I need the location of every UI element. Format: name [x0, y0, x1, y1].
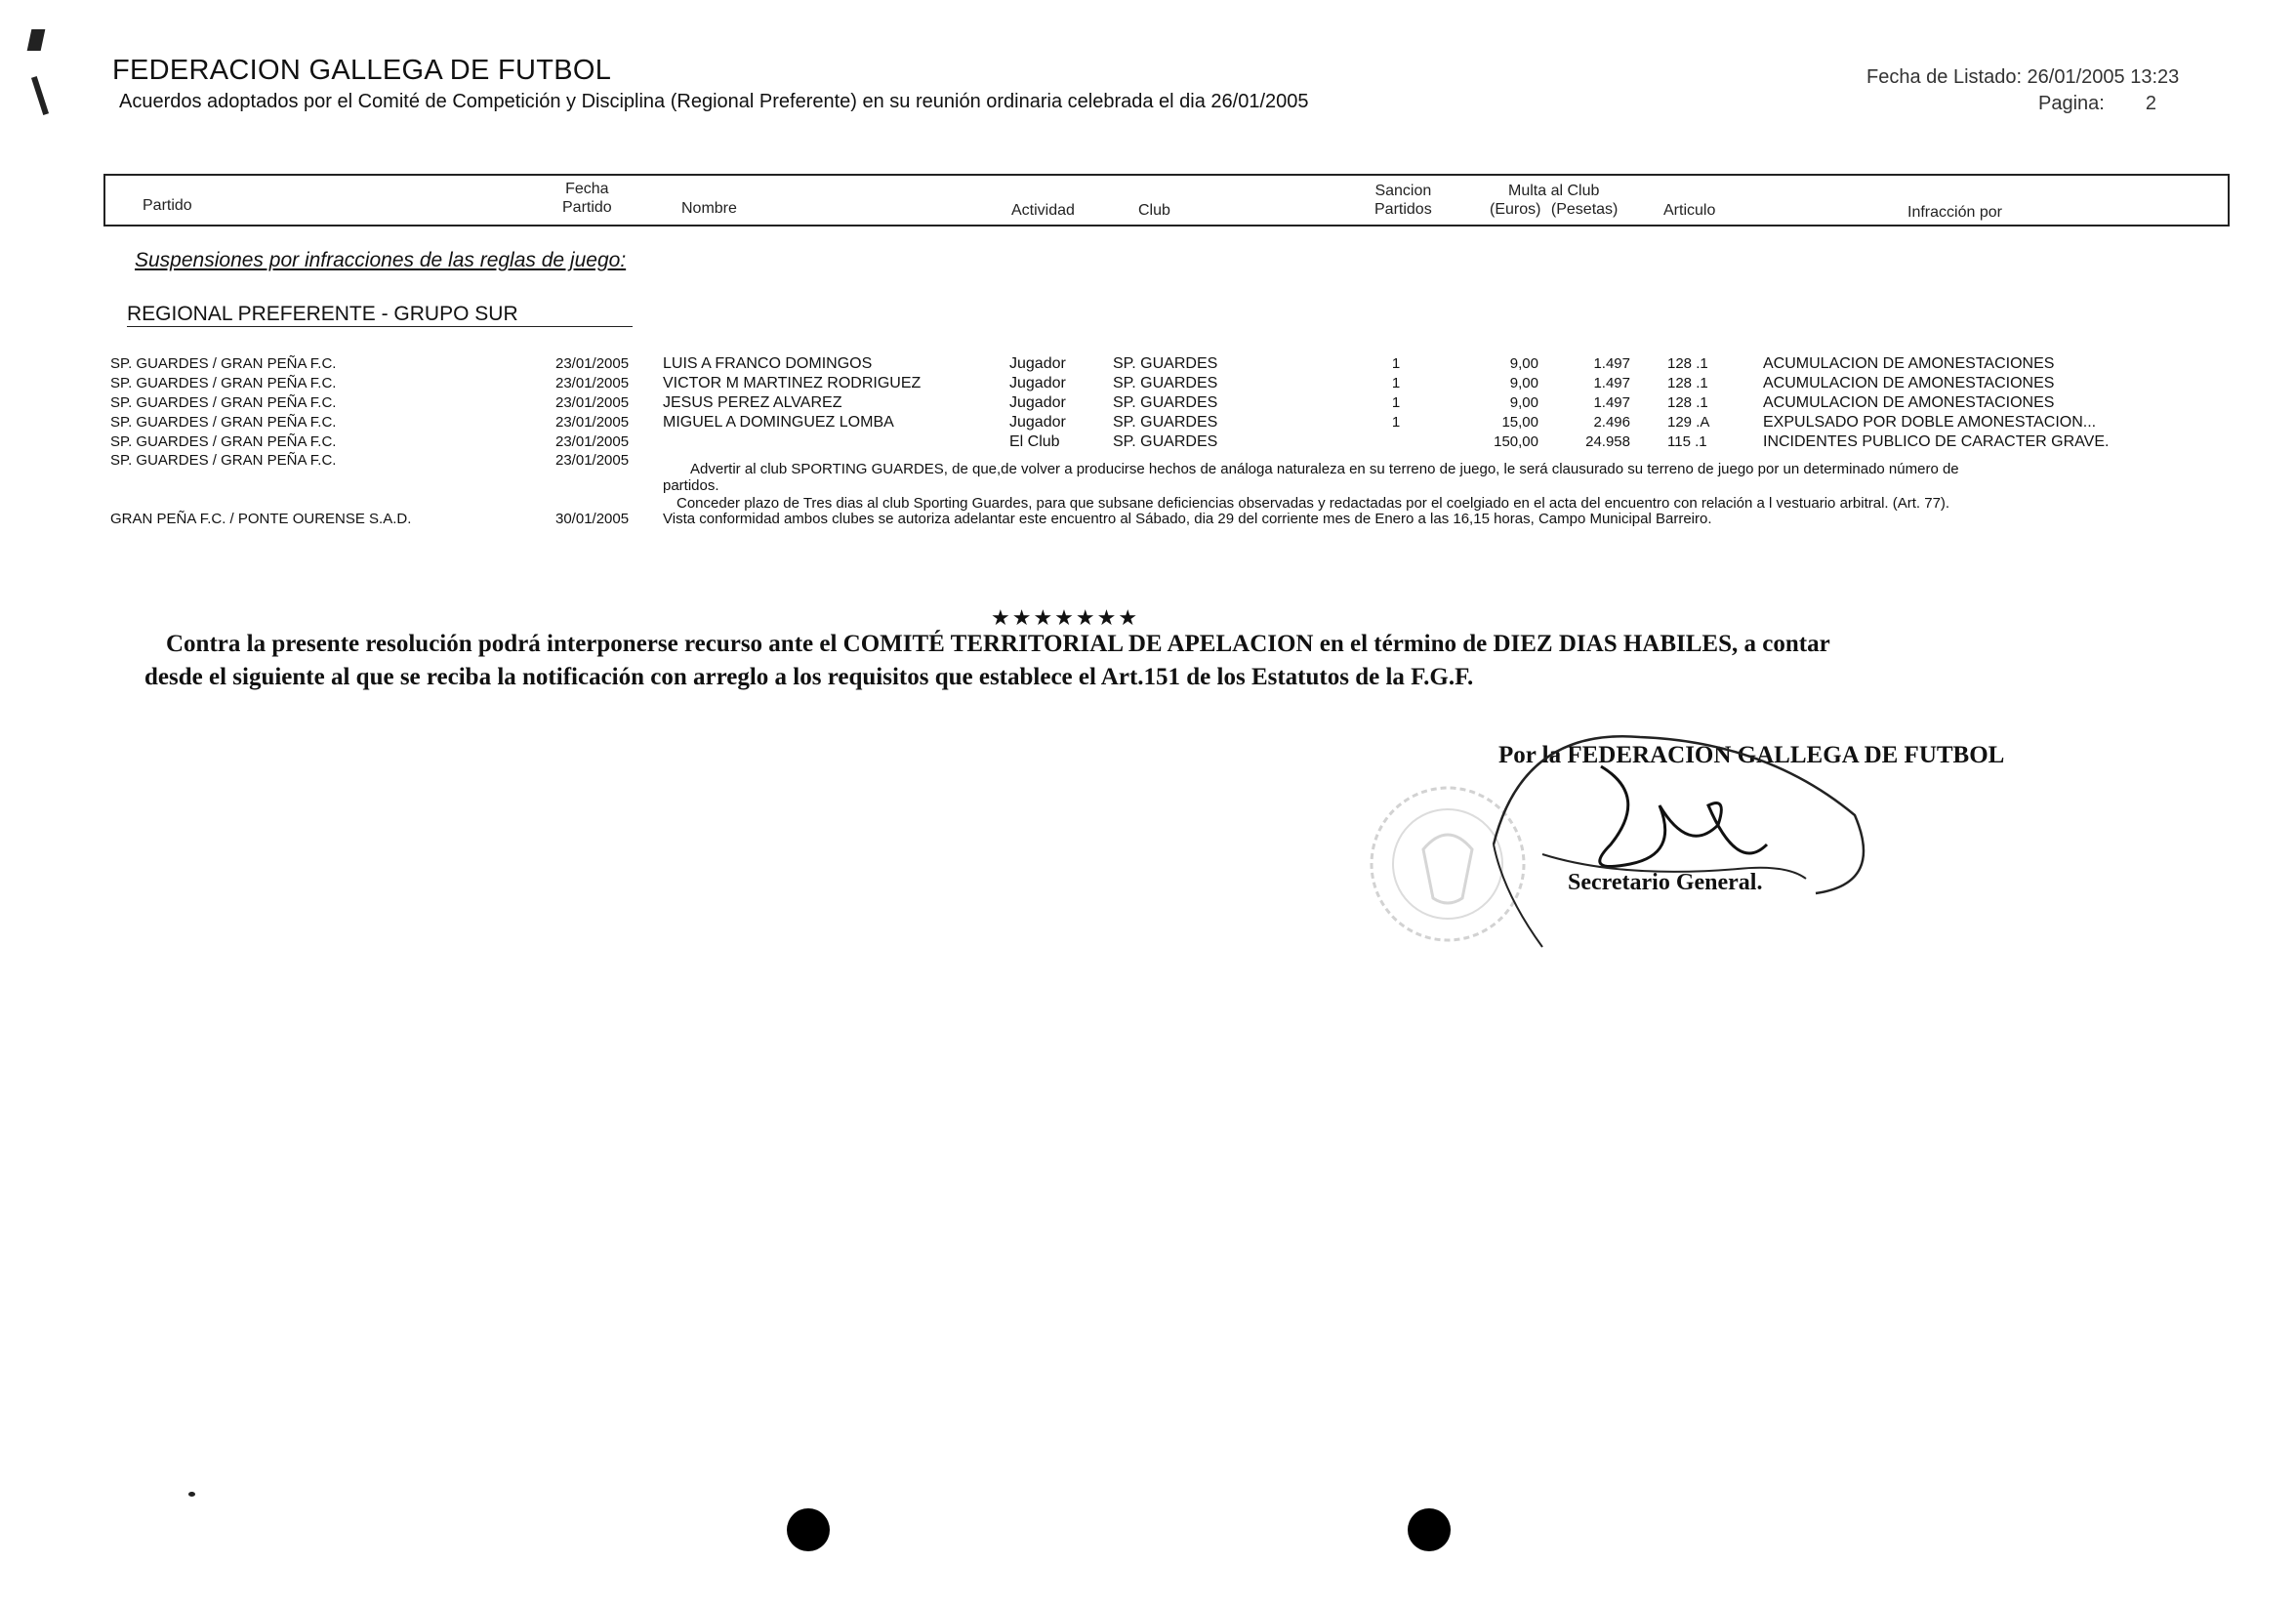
scan-mark	[27, 29, 46, 51]
punch-hole	[1408, 1508, 1451, 1551]
cell-partido: SP. GUARDES / GRAN PEÑA F.C.	[110, 394, 337, 411]
cell-partido: SP. GUARDES / GRAN PEÑA F.C.	[110, 355, 337, 372]
col-articulo: Articulo	[1663, 202, 1716, 219]
section-title: Suspensiones por infracciones de las reglas de juego:	[135, 249, 627, 271]
cell-actividad: Jugador	[1009, 414, 1066, 431]
listing-date: Fecha de Listado: 26/01/2005 13:23	[1866, 66, 2180, 88]
cell-partido: SP. GUARDES / GRAN PEÑA F.C.	[110, 433, 337, 450]
col-sancion	[1374, 182, 1432, 219]
cell-nombre: MIGUEL A DOMINGUEZ LOMBA	[663, 414, 894, 431]
cell-sancion: 1	[1391, 355, 1401, 372]
cell-club: SP. GUARDES	[1113, 433, 1218, 450]
col-multa-title: Multa al Club	[1508, 183, 1600, 199]
group-underline	[127, 326, 633, 327]
cell-euros: 15,00	[1501, 414, 1538, 431]
table-row	[0, 375, 2296, 394]
table-row	[0, 414, 2296, 433]
cell-partido: SP. GUARDES / GRAN PEÑA F.C.	[110, 375, 337, 391]
col-pesetas: (Pesetas)	[1550, 201, 1619, 218]
cell-actividad: El Club	[1009, 433, 1060, 450]
signature-role: Secretario General.	[1568, 870, 1763, 895]
col-fecha	[562, 180, 612, 217]
cell-infraccion: EXPULSADO POR DOBLE AMONESTACION...	[1763, 414, 2097, 431]
cell-fecha: 23/01/2005	[555, 355, 630, 372]
organization-title: FEDERACION GALLEGA DE FUTBOL	[112, 55, 612, 86]
cell-articulo: 128 .1	[1667, 394, 1708, 411]
cell-club: SP. GUARDES	[1113, 394, 1218, 411]
cell-fecha: 23/01/2005	[555, 414, 630, 431]
cell-fecha: 23/01/2005	[555, 375, 630, 391]
cell-partido: GRAN PEÑA F.C. / PONTE OURENSE S.A.D.	[110, 511, 412, 527]
col-partido: Partido	[143, 197, 192, 214]
col-club: Club	[1138, 202, 1170, 219]
col-infraccion: Infracción por	[1907, 204, 2002, 221]
column-header-bar	[103, 174, 2230, 226]
cell-pesetas: 24.958	[1585, 433, 1630, 450]
resolution-text	[144, 628, 2097, 694]
table-row	[0, 394, 2296, 414]
table-row	[0, 433, 2296, 453]
cell-articulo: 115 .1	[1667, 433, 1707, 450]
cell-partido: SP. GUARDES / GRAN PEÑA F.C.	[110, 414, 337, 431]
cell-fecha: 23/01/2005	[555, 394, 630, 411]
cell-articulo: 128 .1	[1667, 375, 1708, 391]
cell-sancion: 1	[1391, 414, 1401, 431]
note-text: Vista conformidad ambos clubes se autoriza adelantar este encuentro al Sábado, dia 29 del corriente mes de Enero a las 16,15 horas, Campo Municipal Barreiro.	[663, 511, 1712, 527]
document-subtitle: Acuerdos adoptados por el Comité de Competición y Disciplina (Regional Preferente) en su reunión ordinaria celebrada el dia 26/01/2005	[119, 91, 1309, 112]
handwritten-signature	[1484, 708, 1874, 952]
col-euros: (Euros)	[1490, 201, 1541, 218]
signature-por: Por la FEDERACION GALLEGA DE FUTBOL	[1498, 742, 2005, 768]
scan-mark	[31, 76, 49, 115]
cell-infraccion: INCIDENTES PUBLICO DE CARACTER GRAVE.	[1763, 433, 2110, 450]
cell-club: SP. GUARDES	[1113, 375, 1218, 391]
scan-speck	[188, 1492, 195, 1497]
cell-nombre: LUIS A FRANCO DOMINGOS	[663, 355, 873, 372]
col-fecha-line1: Fecha	[565, 181, 609, 197]
col-actividad: Actividad	[1011, 202, 1075, 219]
cell-pesetas: 1.497	[1593, 375, 1630, 391]
cell-infraccion: ACUMULACION DE AMONESTACIONES	[1763, 375, 2055, 391]
note-line-2: partidos.	[663, 477, 719, 494]
cell-fecha: 30/01/2005	[555, 511, 630, 527]
cell-fecha: 23/01/2005	[555, 452, 630, 469]
punch-hole	[787, 1508, 830, 1551]
group-title: REGIONAL PREFERENTE - GRUPO SUR	[127, 303, 518, 325]
resolution-line-1: Contra la presente resolución podrá interponerse recurso ante el COMITÉ TERRITORIAL DE APELACION en el término de DIEZ DIAS HABILES, a contar	[166, 631, 1830, 657]
col-multa	[1490, 182, 1618, 219]
cell-pesetas: 1.497	[1593, 394, 1630, 411]
col-nombre: Nombre	[681, 200, 737, 217]
cell-club: SP. GUARDES	[1113, 414, 1218, 431]
note-line-1: Advertir al club SPORTING GUARDES, de que,de volver a producirse hechos de análoga naturaleza en su terreno de juego, le será clausurado su terreno de juego por un determinado número de	[690, 461, 1959, 477]
cell-infraccion: ACUMULACION DE AMONESTACIONES	[1763, 355, 2055, 372]
cell-euros: 9,00	[1509, 355, 1538, 372]
page-label: Pagina:	[2038, 93, 2105, 114]
table-row-note	[0, 511, 2296, 530]
col-multa-units	[1490, 200, 1618, 219]
cell-articulo: 128 .1	[1667, 355, 1708, 372]
cell-sancion: 1	[1391, 394, 1401, 411]
cell-pesetas: 1.497	[1593, 355, 1630, 372]
cell-euros: 150,00	[1494, 433, 1538, 450]
cell-euros: 9,00	[1509, 375, 1538, 391]
cell-pesetas: 2.496	[1593, 414, 1630, 431]
cell-euros: 9,00	[1509, 394, 1538, 411]
cell-nombre: JESUS PEREZ ALVAREZ	[663, 394, 842, 411]
cell-actividad: Jugador	[1009, 355, 1066, 372]
col-sancion-line2: Partidos	[1374, 201, 1432, 218]
cell-nombre: VICTOR M MARTINEZ RODRIGUEZ	[663, 375, 922, 391]
cell-infraccion: ACUMULACION DE AMONESTACIONES	[1763, 394, 2055, 411]
table-row	[0, 355, 2296, 375]
cell-sancion: 1	[1391, 375, 1401, 391]
note-line-3: Conceder plazo de Tres dias al club Sporting Guardes, para que subsane deficiencias observadas y redactadas por el coelgiado en el acta del encuentro con relación a l vestuario arbitral. (Art. 77).	[676, 495, 1950, 512]
separator-stars: ★★★★★★★	[991, 605, 1140, 630]
cell-fecha: 23/01/2005	[555, 433, 630, 450]
page-number: 2	[2145, 93, 2156, 114]
col-sancion-line1: Sancion	[1374, 183, 1432, 199]
cell-partido: SP. GUARDES / GRAN PEÑA F.C.	[110, 452, 337, 469]
cell-articulo: 129 .A	[1667, 414, 1710, 431]
page-indicator	[2038, 93, 2156, 115]
cell-actividad: Jugador	[1009, 394, 1066, 411]
col-fecha-line2: Partido	[562, 199, 612, 216]
resolution-line-2: desde el siguiente al que se reciba la notificación con arreglo a los requisitos que establece el Art.151 de los Estatutos de la F.G.F.	[144, 664, 1474, 690]
cell-actividad: Jugador	[1009, 375, 1066, 391]
cell-club: SP. GUARDES	[1113, 355, 1218, 372]
